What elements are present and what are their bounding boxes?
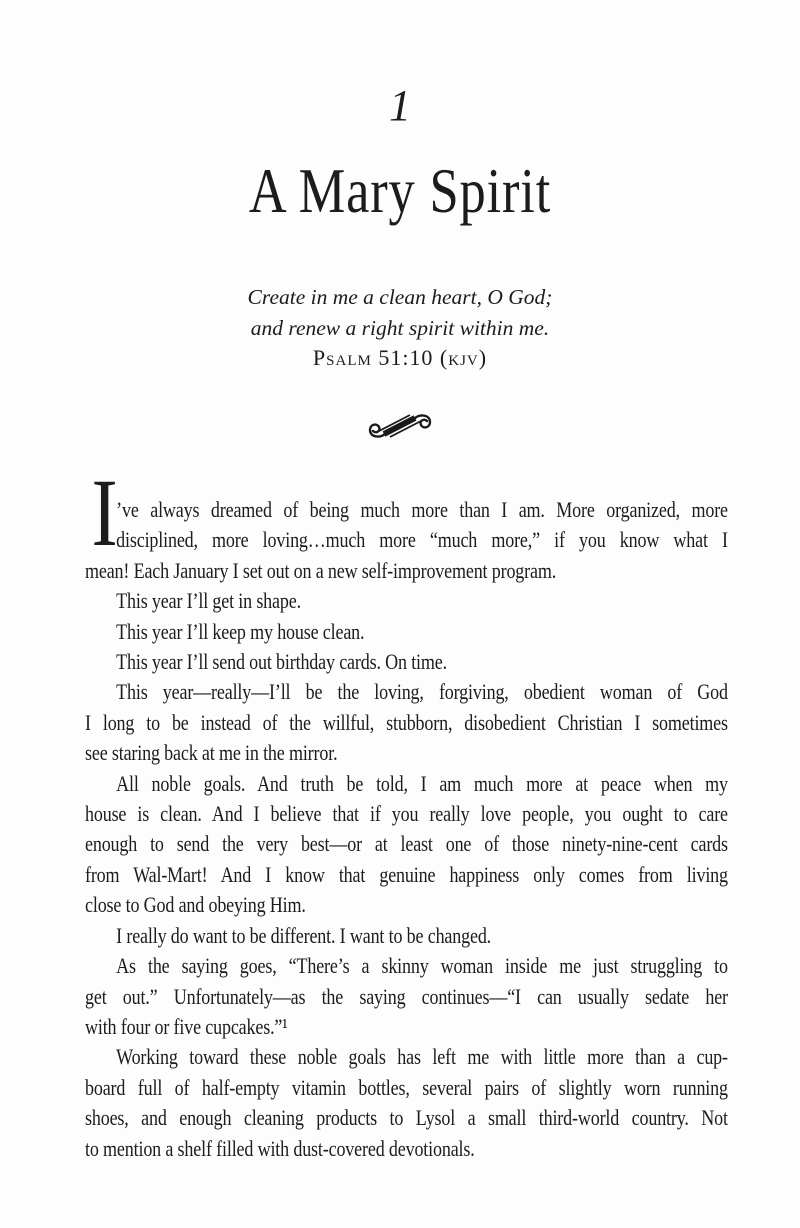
paragraph: [85, 647, 728, 677]
text-line: This year I’ll send out birthday cards. On time.: [116, 649, 447, 675]
text-line: This year I’ll get in shape.: [116, 588, 301, 614]
text-line: enough to send the very best—or at least one of those ninety-nine-cent cards: [85, 831, 728, 857]
body-text: [85, 459, 728, 1164]
paragraph: [85, 769, 728, 921]
paragraph: [85, 459, 728, 586]
paragraph: [85, 1042, 728, 1164]
text-line: house is clean. And I believe that if you really love people, you ought to care: [85, 801, 728, 827]
paragraph: [85, 617, 728, 647]
text-line: As the saying goes, “There’s a skinny woman inside me just struggling to: [116, 953, 728, 979]
chapter-number: 1: [389, 81, 411, 130]
chapter-title: A Mary Spirit: [248, 155, 552, 226]
text-line: Working toward these noble goals has left me with little more than a cup-: [116, 1044, 728, 1070]
paragraph: [85, 586, 728, 616]
text-line: to mention a shelf filled with dust-covered devotionals.: [85, 1135, 475, 1161]
epigraph-line-2: and renew a right spirit within me.: [250, 315, 550, 340]
epigraph-attribution: Psalm 51:10 (kjv): [312, 345, 488, 370]
epigraph: [0, 282, 800, 374]
paragraph: [85, 921, 728, 951]
epigraph-line-1: Create in me a clean heart, O God;: [247, 285, 553, 309]
text-line: I really do want to be different. I want to be changed.: [116, 922, 492, 948]
paragraph: [85, 951, 728, 1042]
text-line: board full of half-empty vitamin bottles, several pairs of slightly worn running: [85, 1074, 728, 1100]
text-line: All noble goals. And truth be told, I am much more at peace when my: [116, 770, 728, 796]
text-line: get out.” Unfortunately—as the saying continues—“I can usually sedate her: [85, 983, 728, 1009]
flourish-divider-icon: [0, 411, 800, 446]
text-line: disciplined, more loving…much more “much more,” if you know what I: [116, 527, 728, 553]
text-line: see staring back at me in the mirror.: [85, 740, 338, 766]
text-line: This year I’ll keep my house clean.: [116, 618, 365, 644]
text-line: with four or five cupcakes.”¹: [85, 1013, 288, 1039]
text-line: from Wal-Mart! And I know that genuine happiness only comes from living: [85, 861, 728, 887]
text-line: close to God and obeying Him.: [85, 892, 306, 918]
text-line: I long to be instead of the willful, stubborn, disobedient Christian I sometimes: [85, 709, 728, 735]
text-line: This year—really—I’ll be the loving, forgiving, obedient woman of God: [116, 679, 728, 705]
text-line: ’ve always dreamed of being much more than I am. More organized, more: [116, 497, 728, 522]
text-line: mean! Each January I set out on a new self-improvement program.: [85, 557, 557, 583]
paragraph: [85, 677, 728, 768]
text-line: shoes, and enough cleaning products to Lysol a small third-world country. Not: [85, 1105, 728, 1131]
drop-cap: I: [91, 459, 118, 566]
